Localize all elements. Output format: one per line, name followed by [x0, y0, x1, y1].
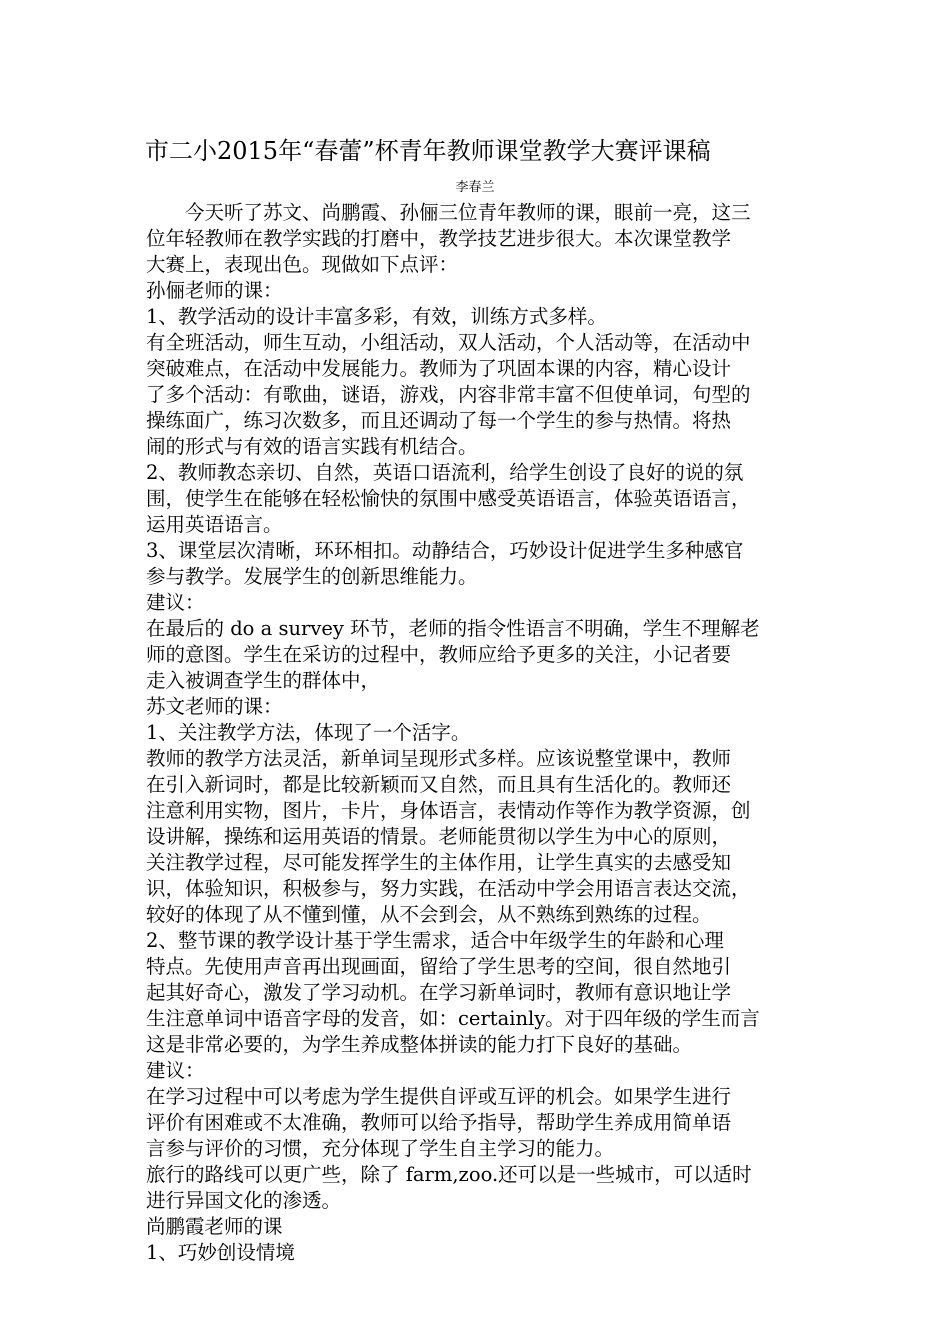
body-line: 识，体验知识，积极参与，努力实践，在活动中学会用语言表达交流，: [146, 877, 751, 900]
body-line: 位年轻教师在教学实践的打磨中，教学技艺进步很大。本次课堂教学: [146, 227, 732, 250]
body-line: 师的意图。学生在采访的过程中，教师应给予更多的关注，小记者要: [146, 643, 732, 666]
body-line: 旅行的路线可以更广些，除了 farm,zoo.还可以是一些城市，可以适时: [146, 1163, 752, 1186]
body-line: 3、课堂层次清晰，环环相扣。动静结合，巧妙设计促进学生多种感官: [146, 539, 744, 562]
body-line: 生注意单词中语音字母的发音，如：certainly。对于四年级的学生而言: [146, 1007, 760, 1030]
section-heading: 尚鹏霞老师的课: [146, 1215, 283, 1238]
body-line: 设讲解，操练和运用英语的情景。老师能贯彻以学生为中心的原则，: [146, 825, 732, 848]
section-heading: 建议：: [146, 1059, 205, 1082]
body-line: 关注教学过程，尽可能发挥学生的主体作用，让学生真实的去感受知: [146, 851, 732, 874]
body-line: 注意利用实物，图片，卡片，身体语言，表情动作等作为教学资源，创: [146, 799, 751, 822]
section-heading: 建议：: [146, 591, 205, 614]
body-line: 1、关注教学方法，体现了一个活字。: [146, 721, 471, 744]
body-line: 今天听了苏文、尚鹏霞、孙俪三位青年教师的课，眼前一亮，这三: [185, 201, 751, 224]
body-line: 进行异国文化的渗透。: [146, 1189, 342, 1212]
body-line: 评价有困难或不太准确，教师可以给予指导，帮助学生养成用简单语: [146, 1111, 732, 1134]
body-line: 大赛上，表现出色。现做如下点评：: [146, 253, 459, 276]
body-line: 言参与评价的习惯，充分体现了学生自主学习的能力。: [146, 1137, 615, 1160]
body-line: 教师的教学方法灵活，新单词呈现形式多样。应该说整堂课中，教师: [146, 747, 732, 770]
body-line: 2、整节课的教学设计基于学生需求，适合中年级学生的年龄和心理: [146, 929, 724, 952]
body-line: 2、教师教态亲切、自然，英语口语流利，给学生创设了良好的说的氛: [146, 461, 744, 484]
body-line: 在引入新词时，都是比较新颖而又自然，而且具有生活化的。教师还: [146, 773, 732, 796]
body-line: 突破难点，在活动中发展能力。教师为了巩固本课的内容，精心设计: [146, 357, 732, 380]
body-line: 1、教学活动的设计丰富多彩，有效，训练方式多样。: [146, 305, 607, 328]
body-line: 在最后的 do a survey 环节，老师的指令性语言不明确，学生不理解老: [146, 617, 760, 640]
body-line: 走入被调查学生的群体中，: [146, 669, 381, 692]
body-line: 了多个活动：有歌曲，谜语，游戏，内容非常丰富不但使单词，句型的: [146, 383, 751, 406]
body-line: 在学习过程中可以考虑为学生提供自评或互评的机会。如果学生进行: [146, 1085, 732, 1108]
body-line: 有全班活动，师生互动，小组活动，双人活动，个人活动等，在活动中: [146, 331, 751, 354]
body-line: 参与教学。发展学生的创新思维能力。: [146, 565, 478, 588]
body-line: 操练面广，练习次数多，而且还调动了每一个学生的参与热情。将热: [146, 409, 732, 432]
body-line: 运用英语语言。: [146, 513, 283, 536]
document-author: 李春兰: [455, 180, 495, 195]
document-body: [146, 200, 826, 1266]
body-line: 围，使学生在能够在轻松愉快的氛围中感受英语语言，体验英语语言，: [146, 487, 751, 510]
body-line: 闹的形式与有效的语言实践有机结合。: [146, 435, 478, 458]
body-line: 特点。先使用声音再出现画面，留给了学生思考的空间，很自然地引: [146, 955, 732, 978]
body-line: 1、巧妙创设情境: [146, 1241, 295, 1264]
document-title: 市二小2015年“春蕾”杯青年教师课堂教学大赛评课稿: [145, 137, 711, 165]
section-heading: 孙俪老师的课：: [146, 279, 283, 302]
section-heading: 苏文老师的课：: [146, 695, 283, 718]
body-line: 这是非常必要的，为学生养成整体拼读的能力打下良好的基础。: [146, 1033, 693, 1056]
body-line: 较好的体现了从不懂到懂，从不会到会，从不熟练到熟练的过程。: [146, 903, 712, 926]
body-line: 起其好奇心，激发了学习动机。在学习新单词时，教师有意识地让学: [146, 981, 732, 1004]
